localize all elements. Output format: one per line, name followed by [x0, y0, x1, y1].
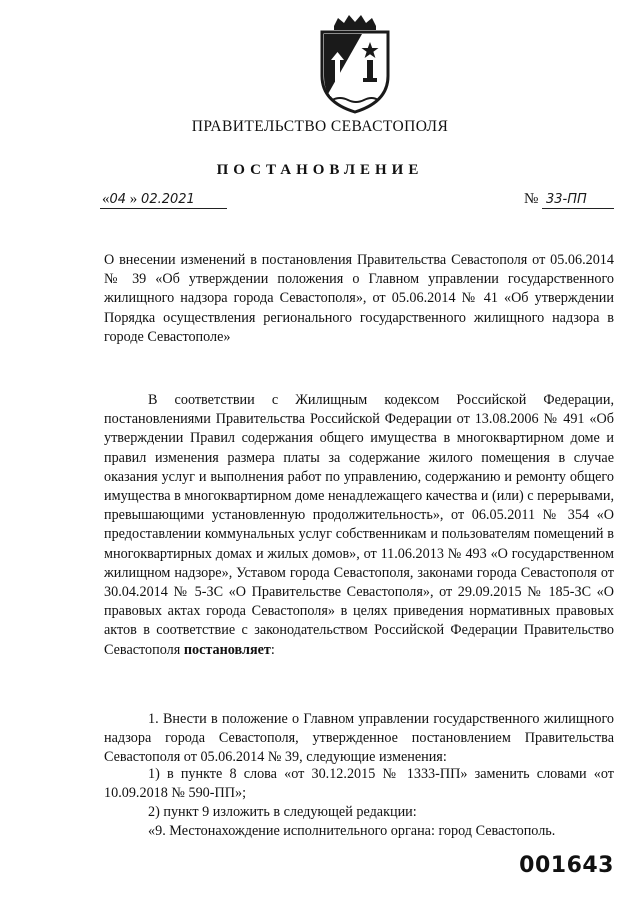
- document-number: [524, 191, 614, 209]
- date-month-year: 02.2021: [141, 192, 195, 207]
- document-subject: О внесении изменений в постановления Правительства Севастополя от 05.06.2014 № 39 «Об утверждении положения о Главном управлении государственного жилищного надзора города Севастополя», от 05.06.2014 № 41 «Об утверждении Порядка осуществления регионального государственного жилищного надзора в городе Севастополе»: [104, 252, 614, 345]
- decree-colon: :: [270, 641, 275, 658]
- subitem-1: 1) в пункте 8 слова «от 30.12.2015 № 1333-ПП» заменить словами «от 10.09.2018 № 590-ПП»;: [104, 766, 614, 802]
- preamble-text: В соответствии с Жилищным кодексом Российской Федерации, постановлениями Правительства Российской Федерации от 13.08.2006 № 491 «Об утверждении Правил содержания общего имущества в многоквартирном доме и правил изменения размера платы за содержание жилого помещения в случае оказания услуг и выполнения работ по управлению, содержанию и ремонту общего имущества в многоквартирном доме ненадлежащего качества и (или) с перерывами, превышающими установленную продолжительность», от 06.05.2011 № 354 «О предоставлении коммунальных услуг собственникам и пользователям помещений в многоквартирных домах и жилых домов», от 11.06.2013 № 493 «О государственном жилищном надзоре», Уставом города Севастополя, законами города Севастополя от 30.04.2014 № 5-ЗС «О Правительстве Севастополя», от 29.09.2015 № 185-ЗС «О правовых актах города Севастополя» в целях приведения нормативных правовых актов в соответствие с законодательством Российской Федерации Правительство Севастополя: [104, 392, 614, 658]
- preamble-paragraph: [104, 391, 614, 660]
- coat-of-arms-icon: [318, 14, 392, 114]
- document-type-heading: ПОСТАНОВЛЕНИЕ: [216, 162, 424, 178]
- document-date: [100, 191, 227, 209]
- number-sign: №: [523, 191, 539, 207]
- decree-word: постановляет: [183, 641, 271, 658]
- government-title: ПРАВИТЕЛЬСТВО СЕВАСТОПОЛЯ: [191, 118, 449, 135]
- date-quote-open: «: [102, 191, 110, 207]
- form-serial-number: 001643: [519, 853, 614, 878]
- date-quote-close: »: [129, 191, 138, 207]
- date-day: 04: [109, 192, 127, 207]
- number-value: 33-ПП: [546, 192, 587, 207]
- subitem-3: «9. Местонахождение исполнительного органа: город Севастополь.: [148, 823, 556, 839]
- subitem-2: 2) пункт 9 изложить в следующей редакции:: [148, 804, 417, 820]
- item-1-paragraph: 1. Внести в положение о Главном управлении государственного жилищного надзора города Севастополя, утвержденное постановлением Правительства Севастополя от 05.06.2014 № 39, следующие изменения:: [104, 711, 614, 766]
